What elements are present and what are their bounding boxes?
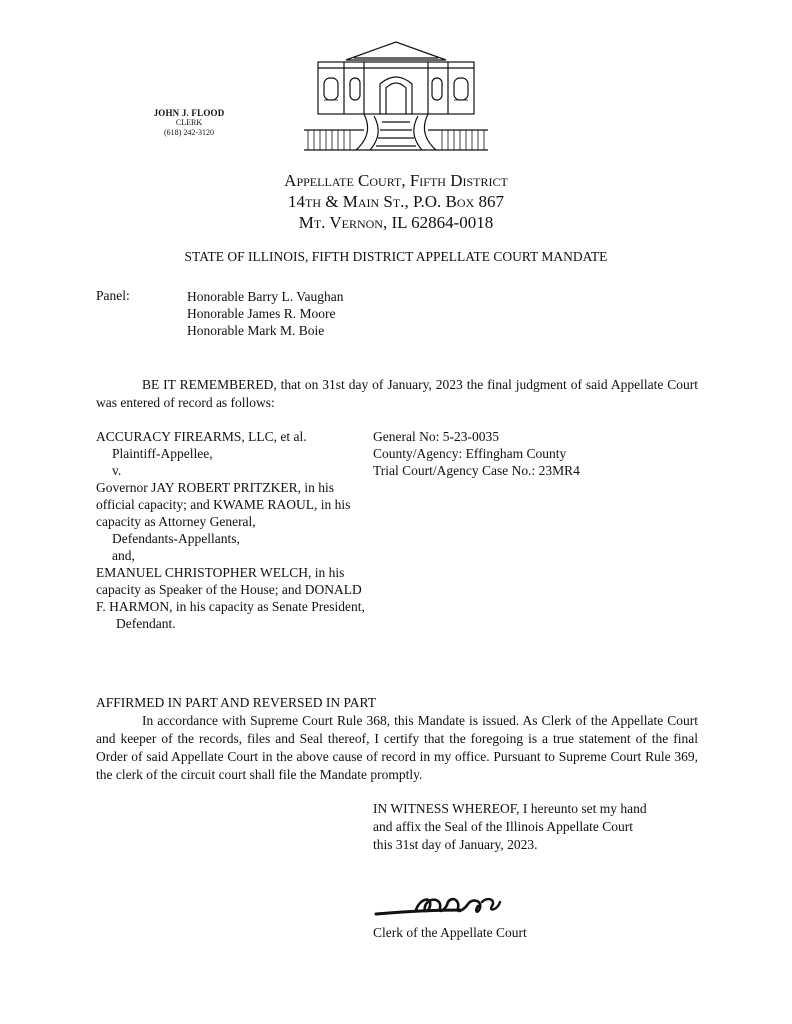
plaintiff-role: Plaintiff-Appellee, <box>112 446 213 461</box>
panel-judges <box>187 288 343 339</box>
mandate-paragraph <box>96 712 698 784</box>
court-city: Mt. Vernon, IL 62864-0018 <box>298 213 494 232</box>
trial-case-number: Trial Court/Agency Case No.: 23MR4 <box>373 463 580 478</box>
plaintiff-name: ACCURACY FIREARMS, LLC, et al. <box>96 429 307 444</box>
clerk-title: CLERK <box>175 118 203 127</box>
signature-caption: Clerk of the Appellate Court <box>373 925 527 940</box>
court-name: Appellate Court, Fifth District <box>284 171 508 190</box>
witness-line: this 31st day of January, 2023. <box>373 837 538 852</box>
court-street: 14th & Main St., P.O. Box 867 <box>288 192 504 211</box>
defendants-role: Defendants-Appellants, <box>112 531 240 546</box>
clerk-info <box>130 108 248 138</box>
clerk-phone: (618) 242-3120 <box>164 128 214 137</box>
defendant-names: EMANUEL CHRISTOPHER WELCH, in his capacity as Speaker of the House; and DONALD F. HARMON, in his capacity as Senate President, <box>96 565 365 614</box>
case-parties <box>96 428 368 632</box>
courthouse-illustration <box>304 38 488 158</box>
general-number: General No: 5-23-0035 <box>373 429 499 444</box>
disposition: AFFIRMED IN PART AND REVERSED IN PART <box>96 695 376 710</box>
case-info <box>373 428 703 479</box>
defendant-role: Defendant. <box>116 616 176 631</box>
clerk-signature <box>370 888 530 928</box>
judge-name: Honorable Barry L. Vaughan <box>187 289 344 304</box>
witness-line: IN WITNESS WHEREOF, I hereunto set my hand <box>373 801 647 816</box>
and-conjunction: and, <box>112 548 135 563</box>
remembered-paragraph <box>96 376 698 412</box>
judge-name: Honorable Mark M. Boie <box>187 323 325 338</box>
mandate-title: STATE OF ILLINOIS, FIFTH DISTRICT APPELLATE COURT MANDATE <box>184 249 608 264</box>
versus: v. <box>112 463 122 478</box>
panel-label: Panel: <box>96 288 130 303</box>
defendants-names: Governor JAY ROBERT PRITZKER, in his official capacity; and KWAME RAOUL, in his capacity as Attorney General, <box>96 480 351 529</box>
county-agency: County/Agency: Effingham County <box>373 446 567 461</box>
judge-name: Honorable James R. Moore <box>187 306 336 321</box>
witness-block <box>373 800 713 854</box>
clerk-name: JOHN J. FLOOD <box>153 108 225 118</box>
mandate-text: In accordance with Supreme Court Rule 368, this Mandate is issued. As Clerk of the Appellate Court and keeper of the records, files and Seal thereof, I certify that the foregoing is a true statement of the final Order of said Appellate Court in the above cause of record in my office. Pursuant to Supreme Court Rule 369, the clerk of the circuit court shall file the Mandate promptly. <box>96 713 698 782</box>
court-address <box>200 170 592 233</box>
witness-line: and affix the Seal of the Illinois Appellate Court <box>373 819 633 834</box>
remembered-text: BE IT REMEMBERED, that on 31st day of January, 2023 the final judgment of said Appellate Court was entered of record as follows: <box>96 377 698 410</box>
